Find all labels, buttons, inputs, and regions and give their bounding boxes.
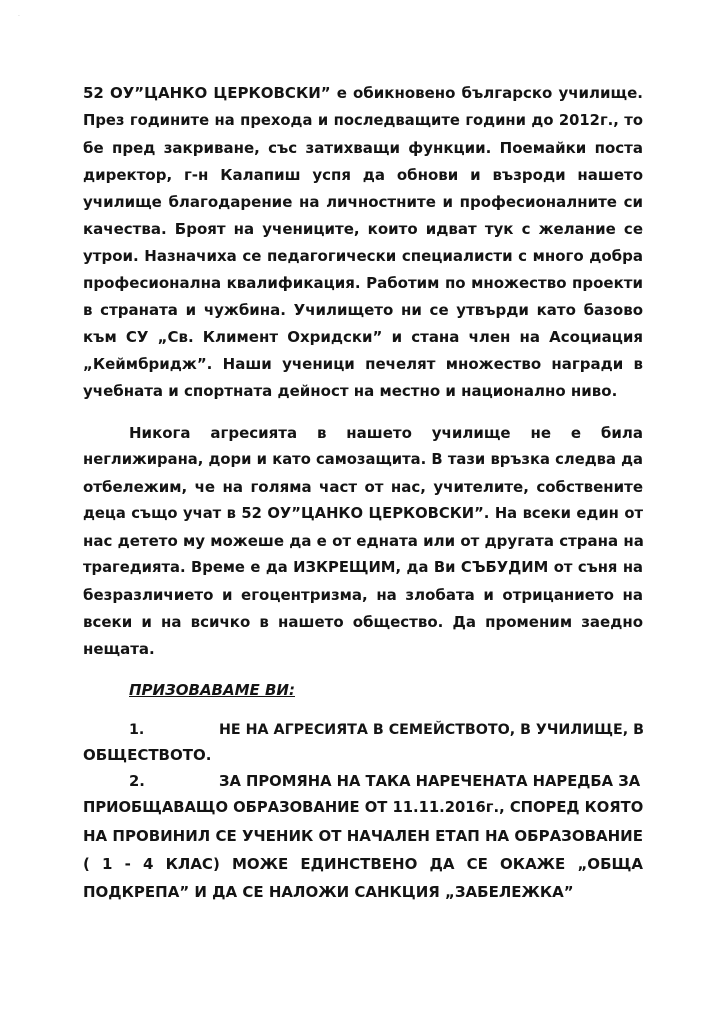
paragraph-line: всеки и на всичко в нашето общество. Да променим заедно xyxy=(83,613,643,631)
paragraph-line: „Кеймбридж”. Наши ученици печелят множество награди в xyxy=(83,355,643,373)
paragraph-line: неглижирана, дори и като самозащита. В тази връзка следва да xyxy=(83,451,643,468)
appeal-item-line: НА ПРОВИНИЛ СЕ УЧЕНИК ОТ НАЧАЛЕН ЕТАП НА ОБРАЗОВАНИЕ xyxy=(83,827,643,845)
appeal-item-line xyxy=(129,721,643,741)
list-text: ЗА ПРОМЯНА НА ТАКА НАРЕЧЕНАТА НАРЕДБА ЗА xyxy=(219,773,641,790)
appeal-item-line: ОБЩЕСТВОТО. xyxy=(83,746,212,764)
paragraph-line: През годините на прехода и последващите години до 2012г., то xyxy=(83,112,643,129)
paragraph-line: качества. Броят на учениците, които идват тук с желание се xyxy=(83,220,643,238)
paragraph-line: професионална квалификация. Работим по множество проекти xyxy=(83,274,643,292)
paragraph-line: нещата. xyxy=(83,640,155,658)
paragraph-line: деца също учат в 52 ОУ”ЦАНКО ЦЕРКОВСКИ”. На всеки един от xyxy=(83,505,643,522)
paragraph-line: бе пред закриване, със затихващи функции. Поемайки поста xyxy=(83,139,643,157)
paragraph-line: училище благодарение на личностните и професионалните си xyxy=(83,193,643,211)
appeal-heading: ПРИЗОВАВАМЕ ВИ: xyxy=(129,681,295,699)
paragraph-line: 52 ОУ”ЦАНКО ЦЕРКОВСКИ” е обикновено българско училище. xyxy=(83,84,643,102)
paragraph-line: учебната и спортната дейност на местно и национално ниво. xyxy=(83,382,618,400)
list-number: 2. xyxy=(129,773,145,790)
paragraph-line: утрои. Назначиха се педагогически специалисти с много добра xyxy=(83,247,643,265)
paragraph-line: нас детето му можеше да е от едната или от другата страна на xyxy=(83,532,644,550)
paragraph-line: в страната и чужбина. Училището ни се утвърди като базово xyxy=(83,301,643,319)
list-text: НЕ НА АГРЕСИЯТА В СЕМЕЙСТВОТО, В УЧИЛИЩЕ, В xyxy=(219,722,644,738)
paragraph-line: отбележим, че на голяма част от нас, учителите, собствените xyxy=(83,478,643,496)
scan-speck: · xyxy=(18,13,20,20)
paragraph-line: безразличието и егоцентризма, на злобата и отрицанието на xyxy=(83,586,643,604)
appeal-item-line xyxy=(129,773,643,793)
list-number: 1. xyxy=(129,722,145,738)
appeal-item-line: ПОДКРЕПА” И ДА СЕ НАЛОЖИ САНКЦИЯ „ЗАБЕЛЕЖКА” xyxy=(83,883,574,901)
paragraph-line: директор, г-н Калапиш успя да обнови и възроди нашето xyxy=(83,166,643,184)
paragraph-line: Никога агресията в нашето училище не е била xyxy=(129,424,643,442)
paragraph-line: към СУ „Св. Климент Охридски” и стана член на Асоциация xyxy=(83,328,643,346)
appeal-item-line: ПРИОБЩАВАЩО ОБРАЗОВАНИЕ ОТ 11.11.2016г., СПОРЕД КОЯТО xyxy=(83,799,644,816)
appeal-item-line: ( 1 - 4 КЛАС) МОЖЕ ЕДИНСТВЕНО ДА СЕ ОКАЖЕ „ОБЩА xyxy=(83,855,643,873)
paragraph-line: трагедията. Време е да ИЗКРЕЩИМ, да Ви СЪБУДИМ от съня на xyxy=(83,559,643,576)
